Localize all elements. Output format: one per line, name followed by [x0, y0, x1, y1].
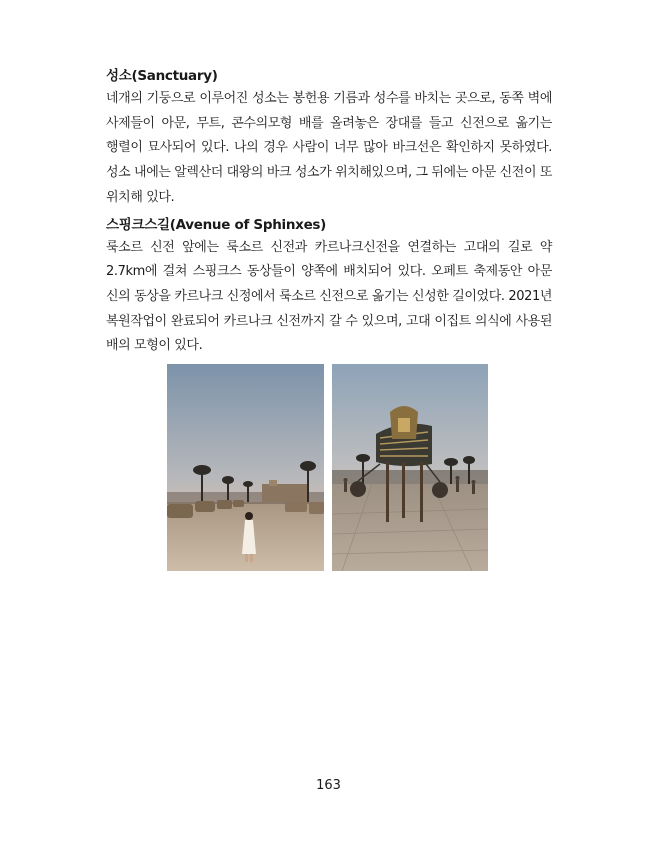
page-number: 163 — [316, 778, 341, 793]
section-heading-sanctuary: 성소(Sanctuary) — [106, 68, 218, 84]
photo-woman-on-sphinx-avenue — [167, 364, 324, 571]
section-heading-sphinxes: 스핑크스길(Avenue of Sphinxes) — [106, 216, 327, 233]
photo-row — [0, 364, 657, 571]
page-content — [106, 66, 552, 361]
photo-ceremonial-boat-model — [332, 364, 488, 571]
section-body-sanctuary: 네개의 기둥으로 이루어진 성소는 봉헌용 기름과 성수를 바치는 곳으로, 동쪽 벽에 사제들이 아문, 무트, 콘수의모형 배를 올려놓은 장대를 들고 신전으로 옮기는 행렬이 묘사되어 있다. 나의 경우 사람이 너무 많아 바크선은 확인하지 못하였다. 성소 내에는 알렉산더 대왕의 바크 성소가 위치해있으며, 그 뒤에는 아문 신전이 또 위치해 있다. — [106, 91, 553, 205]
section-body-sphinxes: 룩소르 신전 앞에는 룩소르 신전과 카르나크신전을 연결하는 고대의 길로 약 2.7km에 걸쳐 스핑크스 동상들이 양쪽에 배치되어 있다. 오페트 축제동안 아문 신의 동상을 카르나크 신정에서 룩소르 신전으로 옮기는 신성한 길이었다. 2021년 복원작업이 완료되어 카르나크 신전까지 갈 수 있으며, 고대 이집트 의식에 사용된 배의 모형이 있다. — [106, 239, 552, 354]
